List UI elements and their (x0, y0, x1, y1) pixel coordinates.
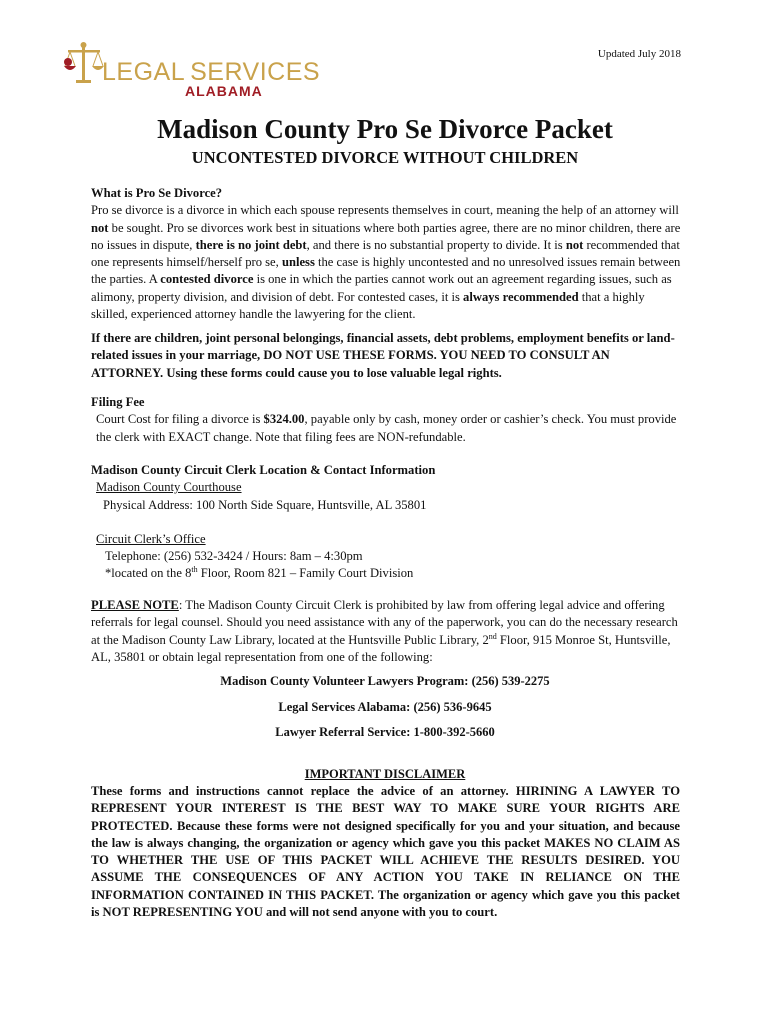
note-line: at the Madison County Law Library, located at the Huntsville Public Library, 2nd Floor, 915 Monroe St, Huntsville, (91, 631, 671, 647)
clerk-heading: Madison County Circuit Clerk Location & Contact Information (91, 463, 436, 477)
note-line: AL, 35801 or obtain legal representation from one of the following: (91, 649, 433, 664)
filing-fee-heading: Filing Fee (91, 395, 145, 409)
filing-fee-section (91, 394, 681, 446)
warning-line: related issues in your marriage, DO NOT USE THESE FORMS. YOU NEED TO CONSULT AN (91, 348, 610, 363)
what-is-line: no issues in dispute, there is no joint debt, and there is no substantial property to divide. It is not recommended that (91, 237, 680, 252)
courthouse-label: Madison County Courthouse (96, 480, 242, 495)
courthouse-address: Physical Address: 100 North Side Square, Huntsville, AL 35801 (103, 497, 427, 512)
please-note-label: PLEASE NOTE (91, 598, 179, 612)
clerk-location: *located on the 8th Floor, Room 821 – Family Court Division (105, 565, 414, 581)
logo-subtitle: ALABAMA (185, 83, 263, 99)
what-is-line: not be sought. Pro se divorces work best in situations where both parties agree, there are no minor children, there are (91, 220, 681, 235)
clerk-phone-hours: Telephone: (256) 532-3424 / Hours: 8am – 4:30pm (105, 549, 363, 564)
warning-line: If there are children, joint personal belongings, financial assets, debt problems, employment benefits or land- (91, 331, 675, 345)
what-is-section (91, 185, 681, 323)
disclaimer-body (91, 783, 680, 921)
filing-fee-line: the clerk with EXACT change. Note that filing fees are NON-refundable. (96, 429, 466, 444)
clerk-section (91, 462, 681, 583)
note-line: PLEASE NOTE: The Madison County Circuit Clerk is prohibited by law from offering legal advice and offering (91, 598, 665, 612)
what-is-heading: What is Pro Se Divorce? (91, 186, 223, 200)
logo-wordmark: LEGAL SERVICES (102, 58, 321, 86)
disclaimer-line: PROTECTED. Because these forms were not designed specifically for you and your situation, and because (91, 818, 680, 833)
contact-lawyer-referral: Lawyer Referral Service: 1-800-392-5660 (275, 725, 495, 739)
disclaimer-line: ASSUME THE CONSEQUENCES OF ANY ACTION YOU TAKE IN RELIANCE ON THE (91, 870, 680, 885)
updated-date: Updated July 2018 (597, 48, 681, 60)
clerk-office-label: Circuit Clerk’s Office (96, 531, 206, 546)
warning-line: ATTORNEY. Using these forms could cause you to lose valuable legal rights. (91, 365, 502, 380)
note-line: referrals for legal counsel. Should you need assistance with any of the paperwork, you can do the necessary research (91, 615, 678, 630)
filing-fee-line: Court Cost for filing a divorce is $324.00, payable only by cash, money order or cashier’s check. You must provide (96, 412, 677, 427)
contact-volunteer-lawyers: Madison County Volunteer Lawyers Program: (256) 539-2275 (220, 674, 550, 688)
disclaimer-line: the law is always changing, the organization or agency which gave you this packet MAKES NO CLAIM AS (91, 835, 680, 850)
scales-of-justice-icon (62, 40, 106, 88)
disclaimer-heading: IMPORTANT DISCLAIMER (304, 767, 466, 781)
children-warning (91, 330, 681, 382)
what-is-line: one represents himself/herself pro se, unless the case is highly uncontested and no unresolved issues remain between (91, 255, 681, 270)
what-is-line: skilled, experienced attorney handle the lawyering for the client. (91, 307, 416, 322)
what-is-line: alimony, property division, and division of debt. For contested cases, it is always recommended that a highly (91, 289, 645, 304)
page-subtitle: UNCONTESTED DIVORCE WITHOUT CHILDREN (191, 148, 579, 167)
what-is-line: the parties. A contested divorce is one in which the parties cannot work out an agreement regarding issues, such as (91, 272, 672, 287)
disclaimer-line: REPRESENT YOUR INTEREST IS THE BEST WAY TO MAKE SURE YOUR RIGHTS ARE (91, 801, 680, 816)
please-note-section (91, 597, 681, 666)
disclaimer-line: INFORMATION CONTAINED IN THIS PACKET. The organization or agency which gave you this packet (91, 887, 680, 902)
page-title: Madison County Pro Se Divorce Packet (157, 114, 613, 144)
disclaimer-line: These forms and instructions cannot replace the advice of an attorney. HIRINING A LAWYER TO (91, 784, 680, 798)
contact-legal-services: Legal Services Alabama: (256) 536-9645 (278, 700, 492, 714)
disclaimer-line: is NOT REPRESENTING YOU and will not send anyone with you to court. (91, 905, 498, 920)
disclaimer-line: TO WHETHER THE USE OF THIS PACKET WILL ACHIEVE THE RESULTS DESIRED. YOU (91, 853, 680, 868)
legal-services-alabama-logo (62, 40, 321, 102)
what-is-line: Pro se divorce is a divorce in which each spouse represents themselves in court, meaning the help of an attorney will (91, 203, 679, 218)
